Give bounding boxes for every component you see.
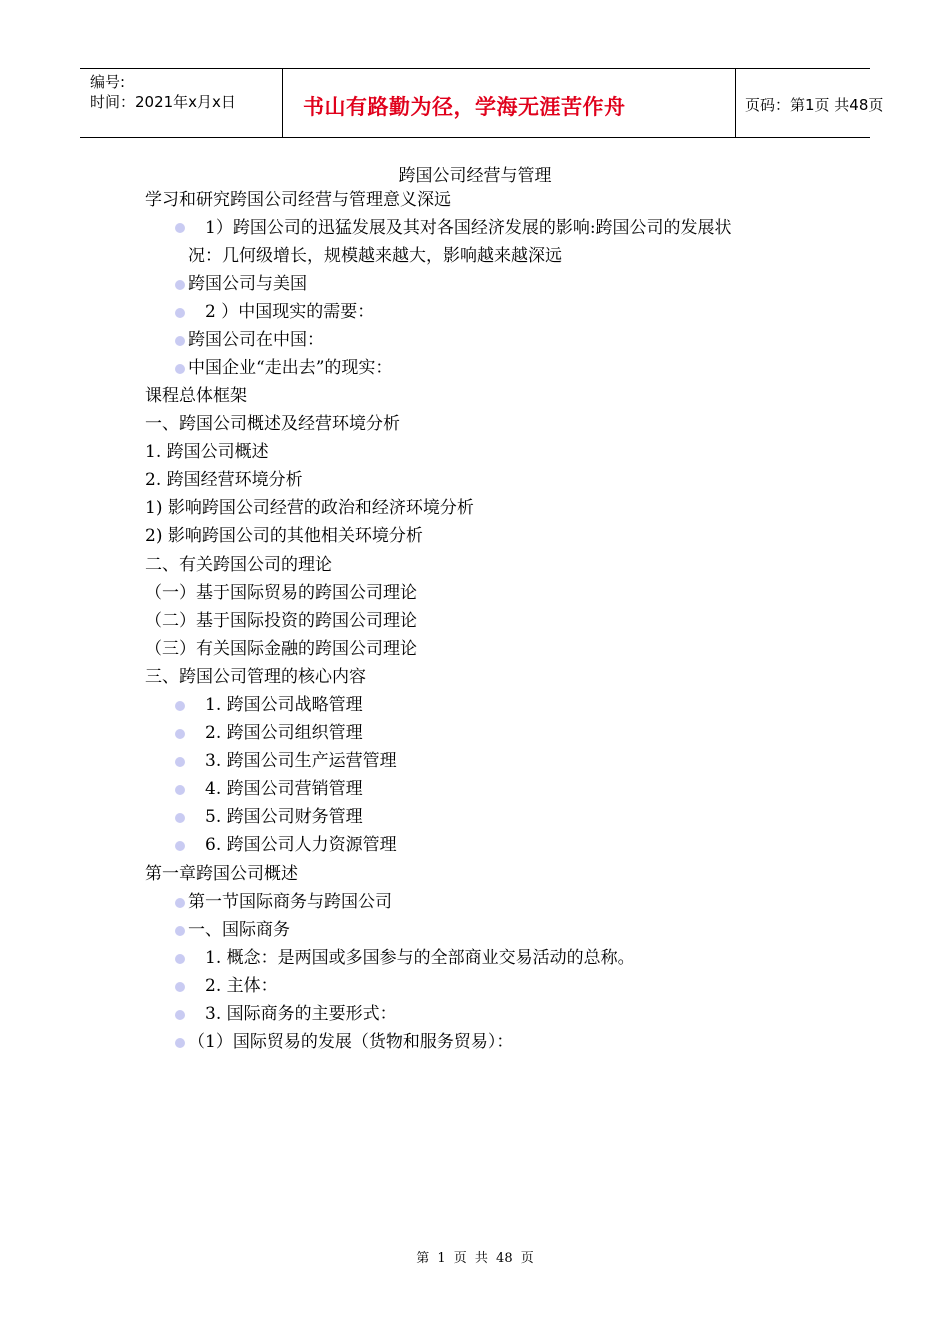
list-item: 3. 跨国公司生产运营管理	[205, 751, 397, 771]
body-line: （一）基于国际贸易的跨国公司理论	[145, 583, 417, 603]
page-footer: 第 1 页 共 48 页	[416, 1251, 534, 1266]
chapter-heading: 第一章跨国公司概述	[145, 864, 298, 884]
list-item: 一、国际商务	[188, 920, 290, 940]
body-line: （二）基于国际投资的跨国公司理论	[145, 611, 417, 631]
motto-text: 书山有路勤为径，学海无涯苦作舟	[303, 95, 626, 119]
list-item: 2. 跨国公司组织管理	[205, 723, 363, 743]
body-line: 2) 影响跨国公司的其他相关环境分析	[145, 526, 423, 546]
body-line: 三、跨国公司管理的核心内容	[145, 667, 366, 687]
bullet-icon	[175, 841, 185, 851]
list-item: 1. 跨国公司战略管理	[205, 695, 363, 715]
section-heading: 课程总体框架	[145, 386, 247, 406]
list-item: 4. 跨国公司营销管理	[205, 779, 363, 799]
body-line: 2. 跨国经营环境分析	[145, 470, 303, 490]
list-item: 2. 主体：	[205, 976, 278, 996]
bullet-icon	[175, 785, 185, 795]
body-line: 一、跨国公司概述及经营环境分析	[145, 414, 400, 434]
bullet-icon	[175, 364, 185, 374]
bullet-icon	[175, 729, 185, 739]
bullet-icon	[175, 223, 185, 233]
body-line: 学习和研究跨国公司经营与管理意义深远	[145, 190, 451, 210]
list-item: 6. 跨国公司人力资源管理	[205, 835, 397, 855]
body-line: 1) 影响跨国公司经营的政治和经济环境分析	[145, 498, 474, 518]
list-item: 中国企业“走出去”的现实：	[188, 358, 393, 378]
bullet-icon	[175, 336, 185, 346]
body-line: 1. 跨国公司概述	[145, 442, 269, 462]
list-item: 3. 国际商务的主要形式：	[205, 1004, 397, 1024]
list-item: 5. 跨国公司财务管理	[205, 807, 363, 827]
number-label: 编号:	[90, 73, 126, 91]
document-header	[80, 68, 884, 138]
bullet-icon	[175, 954, 185, 964]
bullet-icon	[175, 701, 185, 711]
bullet-icon	[175, 926, 185, 936]
bullet-icon	[175, 308, 185, 318]
list-item: 1）跨国公司的迅猛发展及其对各国经济发展的影响:跨国公司的发展状	[205, 218, 732, 238]
bullet-icon	[175, 280, 185, 290]
header-left-cell	[80, 69, 282, 137]
bullet-icon	[175, 1010, 185, 1020]
header-motto-cell	[282, 69, 736, 137]
bullet-icon	[175, 757, 185, 767]
bullet-icon	[175, 1038, 185, 1048]
document-title: 跨国公司经营与管理	[398, 166, 552, 186]
list-item-continuation: 况：几何级增长，规模越来越大，影响越来越深远	[188, 246, 562, 266]
body-line: 二、有关跨国公司的理论	[145, 555, 332, 575]
list-item: 2 ）中国现实的需要：	[205, 302, 375, 322]
list-item: 第一节国际商务与跨国公司	[188, 892, 392, 912]
page-info: 页码：第1页 共48页	[745, 96, 884, 114]
header-page-cell	[735, 69, 884, 137]
time-label: 时间：2021年x月x日	[90, 93, 236, 111]
list-item: （1）国际贸易的发展（货物和服务贸易）：	[188, 1032, 514, 1052]
bullet-icon	[175, 982, 185, 992]
body-line: （三）有关国际金融的跨国公司理论	[145, 639, 417, 659]
list-item: 1. 概念：是两国或多国参与的全部商业交易活动的总称。	[205, 948, 635, 968]
list-item: 跨国公司与美国	[188, 274, 307, 294]
bullet-icon	[175, 898, 185, 908]
list-item: 跨国公司在中国：	[188, 330, 324, 350]
bullet-icon	[175, 813, 185, 823]
